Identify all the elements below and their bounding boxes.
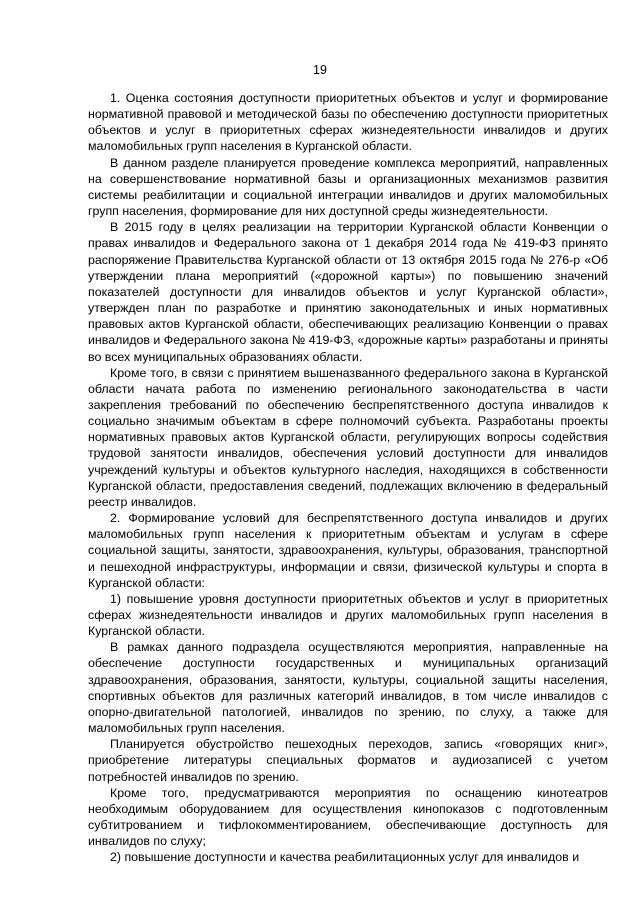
paragraph: В рамках данного подраздела осуществляются мероприятия, направленные на обеспечение доступности государственных и муниципальных организаций здравоохранения, образования, занятости, культуры, социальной защиты населения, спортивных объектов для различных категорий инвалидов, в том числе инвалидов с опорно-двигательной патологией, инвалидов по зрению, по слуху, а также для маломобильных групп населения. [88,640,608,736]
paragraph: В 2015 году в целях реализации на территории Курганской области Конвенции о правах инвалидов и Федерального закона от 1 декабря 2014 года № 419-ФЗ принято распоряжение Правительства Курганской области от 13 октября 2015 года № 276-р «Об утверждении плана мероприятий («дорожной карты») по повышению значений показателей доступности для инвалидов объектов и услуг Курганской области», утвержден план по разработке и принятию законодательных и иных нормативных правовых актов Курганской области, обеспечивающих реализацию Конвенции о правах инвалидов и Федерального закона № 419-ФЗ, «дорожные карты» разработаны и приняты во всех муниципальных образованиях области. [88,220,608,364]
paragraph: 1) повышение уровня доступности приоритетных объектов и услуг в приоритетных сферах жизнедеятельности инвалидов и других маломобильных групп населения в Курганской области. [88,591,608,639]
document-body [88,90,608,866]
paragraph: 2. Формирование условий для беспрепятственного доступа инвалидов и других маломобильных групп населения к приоритетным объектам и услугам в сфере социальной защиты, занятости, здравоохранения, культуры, образования, транспортной и пешеходной инфраструктуры, информации и связи, физической культуры и спорта в Курганской области: [88,511,608,590]
paragraph: Кроме того, предусматриваются мероприятия по оснащению кинотеатров необходимым оборудованием для осуществления кинопоказов с подготовленным субтитрованием и тифлокомментированием, обеспечивающие доступность для инвалидов по слуху; [88,785,608,849]
paragraph: В данном разделе планируется проведение комплекса мероприятий, направленных на совершенствование нормативной базы и организационных механизмов развития системы реабилитации и социальной интеграции инвалидов и других маломобильных групп населения, формирование для них доступной среды жизнедеятельности. [88,155,608,219]
paragraph: 1. Оценка состояния доступности приоритетных объектов и услуг и формирование нормативной правовой и методической базы по обеспечению доступности приоритетных объектов и услуг в приоритетных сферах жизнедеятельности инвалидов и других маломобильных групп населения в Курганской области. [88,91,608,154]
paragraph: Планируется обустройство пешеходных переходов, запись «говорящих книг», приобретение литературы специальных форматов и аудиозаписей с учетом потребностей инвалидов по зрению. [88,737,608,784]
paragraph: Кроме того, в связи с принятием вышеназванного федерального закона в Курганской области начата работа по изменению регионального законодательства в части закрепления требований по обеспечению беспрепятственного доступа инвалидов к социально значимым объектам в сфере полномочий субъекта. Разработаны проекты нормативных правовых актов Курганской области, регулирующих вопросы содействия трудовой занятости инвалидов, обеспечения условий доступности для инвалидов учреждений культуры и объектов культурного наследия, находящихся в собственности Курганской области, предоставления сведений, подлежащих включению в федеральный реестр инвалидов. [88,365,608,509]
paragraph: 2) повышение доступности и качества реабилитационных услуг для инвалидов и [110,850,580,865]
page-number: 19 [313,63,327,77]
